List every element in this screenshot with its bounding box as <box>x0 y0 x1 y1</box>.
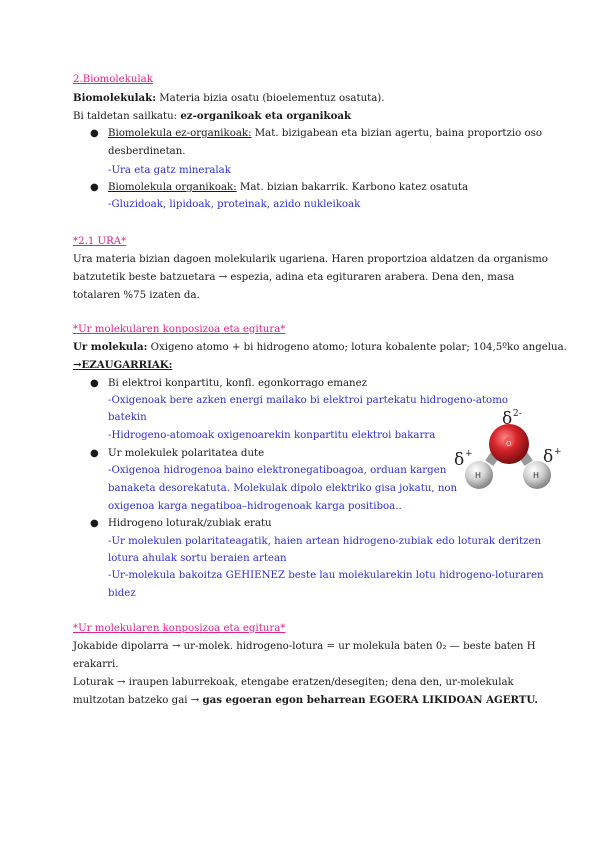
list-item-ez-organikoak <box>108 125 542 142</box>
loturak-line: Loturak → iraupen laburrekoak, etengabe eratzen/desegiten; dena den, ur-molekulak <box>73 677 514 688</box>
point-detail: bidez <box>108 588 136 599</box>
ezaugarriak-heading: →EZAUGARRIAK: <box>73 359 173 371</box>
loturak-line <box>73 692 538 709</box>
point-detail: -Hidrogeno-atomoak oxigenoarekin konpartitu elektroi bakarra <box>108 430 436 441</box>
item-example: -Ura eta gatz mineralak <box>108 165 231 176</box>
classification-prefix: Bi taldetan sailkatu: <box>73 111 181 122</box>
item-text: Mat. bizian bakarrik. Karbono katez osatuta <box>236 182 469 193</box>
definition-text: Materia bizia osatu (bioelementuz osatuta). <box>155 93 385 104</box>
point-detail: batekin <box>108 412 147 423</box>
point-detail: banaketa desorekatuta. Molekulak dipolo elektriko gisa jokatu, non <box>108 483 458 494</box>
point-detail: -Ur-molekula bakoitza GEHIENEZ beste lau molekularekin lotu hidrogeno-loturaren <box>108 570 544 581</box>
bullet-icon: ● <box>90 128 99 139</box>
water-molecule-diagram <box>448 405 570 497</box>
point-detail: -Oxigenoa hidrogenoa baino elektronegatiboagoa, orduan kargen <box>108 465 447 476</box>
charge-positive: + <box>465 449 473 459</box>
bullet-icon: ● <box>90 448 99 459</box>
ura-paragraph-line: batzutetik beste batzuetara → espezia, adina eta egituraren arabera. Dena den, masa <box>73 272 515 283</box>
point-detail: -Ur molekulen polaritateagatik, haien artean hidrogeno-zubiak edo loturak deritzen <box>108 536 542 547</box>
point-detail: oxigenoa karga negatiboa–hidrogenoak karga positiboa.. <box>108 501 402 512</box>
definition-label: Ur molekula: <box>73 341 148 353</box>
ur-molekula-definition <box>73 339 567 356</box>
hydrogen-label: H <box>533 471 540 480</box>
biomolekulak-definition <box>73 90 385 107</box>
list-item-point: Hidrogeno loturak/zubiak eratu <box>108 518 272 529</box>
oxygen-label: O <box>506 440 512 448</box>
ura-paragraph-line: Ura materia bizian dagoen molekularik ugariena. Haren proportzioa aldatzen da organismo <box>73 254 548 265</box>
item-example: -Gluzidoak, lipidoak, proteinak, azido nukleikoak <box>108 199 361 210</box>
section-title-konposizioa-2: *Ur molekularen konposizoa eta egitura* <box>73 623 286 634</box>
item-label: Biomolekula ez-organikoak: <box>108 128 252 139</box>
list-item-point: Bi elektroi konpartitu, konfl. egonkorrago emanez <box>108 378 368 389</box>
delta-symbol: δ <box>502 409 513 429</box>
item-text-continued: desberdinetan. <box>108 146 186 157</box>
list-item-point: Ur molekulek polaritatea dute <box>108 448 265 459</box>
dipolar-line: Jokabide dipolarra → ur-molek. hidrogeno-lotura = ur molekula baten 0₂ — beste baten H <box>73 641 536 652</box>
item-label: Biomolekula organikoak: <box>108 182 237 193</box>
list-item-organikoak <box>108 179 468 196</box>
ura-paragraph-line: totalaren %75 izaten da. <box>73 290 200 301</box>
bullet-icon: ● <box>90 182 99 193</box>
bullet-icon: ● <box>90 378 99 389</box>
item-text: Mat. bizigabean eta bizian agertu, baina proportzio oso <box>251 128 542 139</box>
section-title-ura: *2.1 URA* <box>73 236 127 247</box>
definition-text: Oxigeno atomo + bi hidrogeno atomo; lotura kobalente polar; 104,5ºko angelua. <box>147 342 567 353</box>
point-detail: -Oxigenoak bere azken energi mailako bi elektroi partekatu hidrogeno-atomo <box>108 395 508 406</box>
loturak-conclusion: gas egoeran egon beharrean EGOERA LIKIDOAN AGERTU. <box>202 694 538 706</box>
point-detail: lotura ahulak sortu beraien artean <box>108 553 287 564</box>
charge-negative: 2- <box>513 409 522 419</box>
bullet-icon: ● <box>90 518 99 529</box>
hydrogen-label: H <box>475 471 482 480</box>
delta-symbol: δ <box>454 450 465 470</box>
classification-line <box>73 108 351 125</box>
definition-label: Biomolekulak: <box>73 92 156 104</box>
delta-symbol: δ <box>543 447 554 467</box>
section-title-konposizioa: *Ur molekularen konposizoa eta egitura* <box>73 324 286 335</box>
dipolar-line: erakarri. <box>73 659 119 670</box>
charge-positive: + <box>554 447 562 457</box>
section-title-biomolekulak: 2.Biomolekulak <box>73 74 153 85</box>
loturak-prefix: multzotan batzeko gai → <box>73 695 203 706</box>
classification-groups: ez-organikoak eta organikoak <box>180 110 352 122</box>
